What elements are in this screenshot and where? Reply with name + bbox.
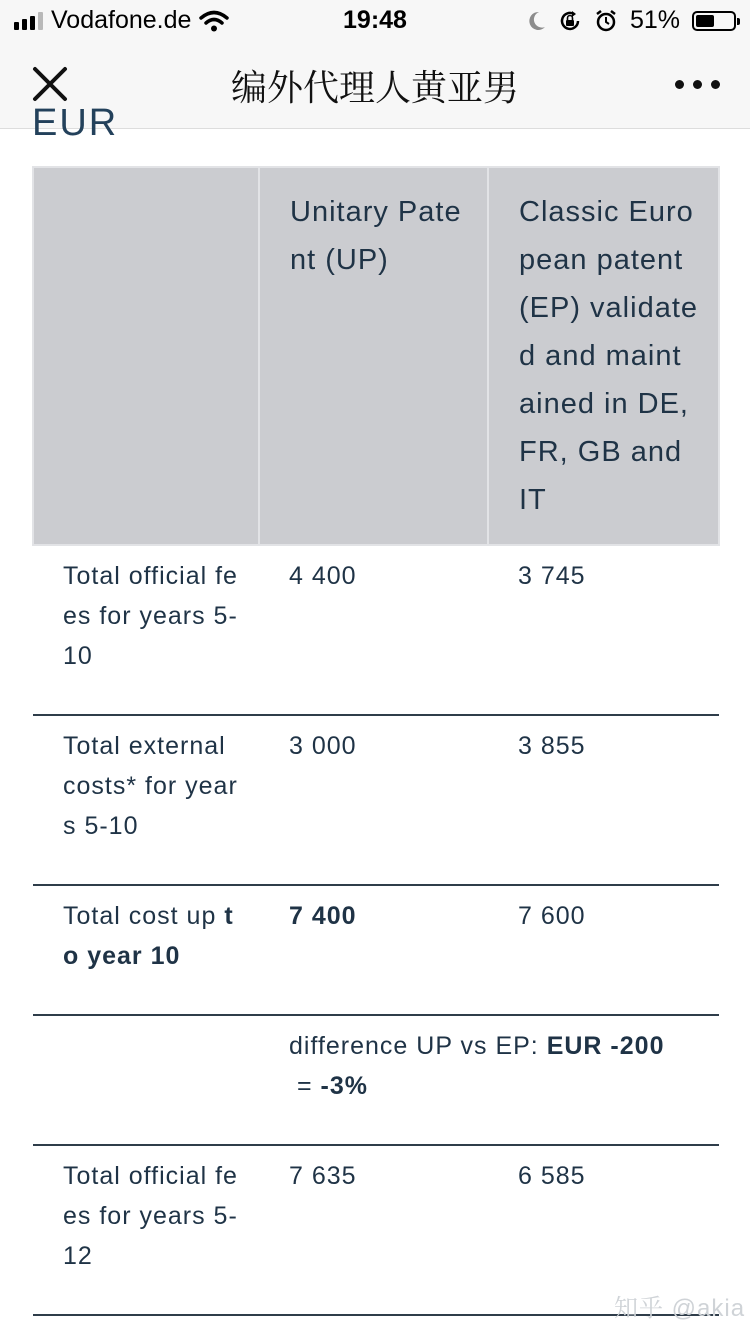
clock: 19:48 [343,6,407,34]
carrier-name: Vodafone.de [51,6,192,34]
section-heading: EUR [32,102,119,144]
table-row [33,885,719,1015]
row-label-plain: Total cost up [63,902,217,930]
difference-equals: = [296,1072,313,1100]
cell-ep: 3 745 [488,545,719,715]
battery-fill [696,15,714,27]
difference-amount: EUR -200 [546,1032,665,1060]
difference-percent: -3% [320,1072,368,1100]
table-row [33,715,719,885]
row-label: Total official fees for years 5-10 [33,545,259,715]
row-label: Total official fees for years 5-12 [33,1145,259,1315]
cell-up: 4 400 [259,545,488,715]
table-row [33,545,719,715]
battery-icon [692,11,736,31]
cell-up: 7 635 [259,1145,488,1315]
rotation-lock-icon [558,9,582,33]
cell-ep: 7 600 [488,885,719,1015]
header-up: Unitary Patent (UP) [259,167,488,545]
status-bar [0,0,750,40]
empty-cell [33,1015,259,1145]
cell-up [259,885,488,1015]
row-label: Total external costs* for years 5-10 [33,715,259,885]
difference-prefix: difference UP vs EP: [289,1032,547,1060]
row-label-bold: to year 10 [63,902,234,970]
row-label [33,885,259,1015]
more-icon[interactable] [675,80,720,89]
cell-up: 3 000 [259,715,488,885]
cell-ep: 6 585 [488,1145,719,1315]
cell-ep: 3 855 [488,715,719,885]
moon-icon [528,11,546,31]
table-header-row [33,167,719,545]
difference-cell [259,1015,719,1145]
header-ep: Classic European patent (EP) validated and maintained in DE, FR, GB and IT [488,167,719,545]
watermark: 知乎 @akia [614,1295,746,1322]
cost-table [32,166,720,1316]
page-title: 编外代理人黄亚男 [230,67,519,108]
cell-up-bold: 7 400 [289,902,357,930]
alarm-icon [594,9,618,33]
battery-percent: 51% [629,6,680,34]
header-empty [33,167,259,545]
difference-row [33,1015,719,1145]
